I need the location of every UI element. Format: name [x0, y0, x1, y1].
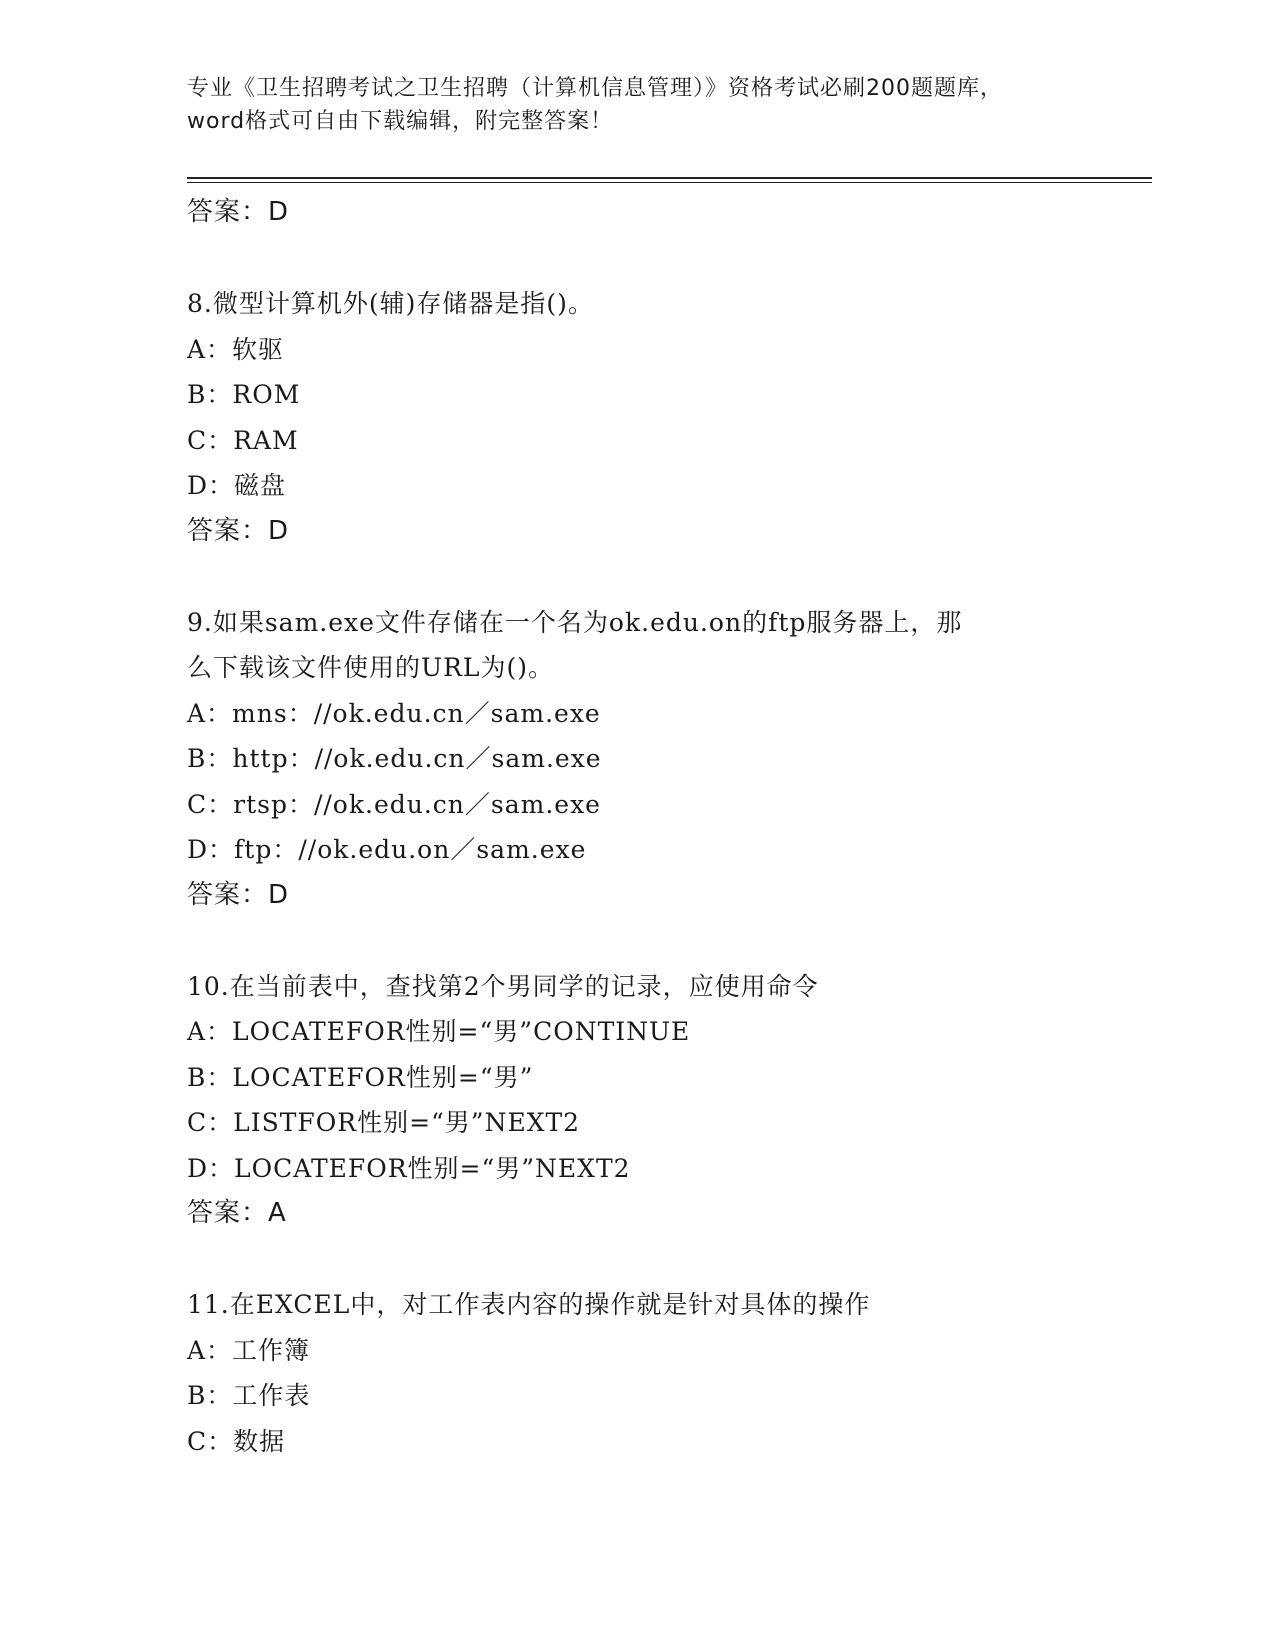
- question-8: [187, 281, 1147, 554]
- answer-previous: 答案：D: [187, 197, 290, 227]
- document-body: [187, 190, 1147, 1464]
- option-a: A：mns：//ok.edu.cn／sam.exe: [187, 698, 601, 728]
- option-a: A：LOCATEFOR性别=“男”CONTINUE: [187, 1017, 691, 1046]
- option-a: A：工作簿: [187, 1335, 311, 1365]
- question-stem-continued: 么下载该文件使用的URL为()。: [187, 653, 555, 682]
- option-c: C：数据: [187, 1426, 286, 1456]
- option-c: C：RAM: [187, 425, 299, 455]
- spacer: [187, 236, 1147, 282]
- answer: 答案：A: [187, 1198, 287, 1228]
- document-header: [187, 72, 1087, 138]
- option-d: D：ftp：//ok.edu.on／sam.exe: [187, 835, 587, 864]
- option-c: C：rtsp：//ok.edu.cn／sam.exe: [187, 789, 601, 819]
- option-d: D：LOCATEFOR性别=“男”NEXT2: [187, 1153, 631, 1183]
- answer: 答案：D: [187, 879, 290, 910]
- question-11: [187, 1282, 1147, 1464]
- question-stem: 9.如果sam.exe文件存储在一个名为ok.edu.on的ftp服务器上，那: [187, 607, 963, 637]
- option-b: B：ROM: [187, 380, 301, 409]
- spacer: [187, 1237, 1147, 1283]
- option-c: C：LISTFOR性别=“男”NEXT2: [187, 1108, 581, 1137]
- question-10: [187, 964, 1147, 1237]
- spacer: [187, 554, 1147, 600]
- answer: 答案：D: [187, 515, 290, 546]
- header-rule-thin: [187, 182, 1152, 183]
- question-stem: 8.微型计算机外(辅)存储器是指()。: [187, 289, 594, 318]
- option-b: B：LOCATEFOR性别=“男”: [187, 1062, 534, 1092]
- question-9: [187, 600, 1147, 919]
- option-d: D：磁盘: [187, 471, 287, 500]
- header-line-2: word格式可自由下载编辑，附完整答案！: [187, 109, 614, 134]
- question-stem: 11.在EXCEL中，对工作表内容的操作就是针对具体的操作: [187, 1290, 871, 1319]
- option-b: B：工作表: [187, 1381, 311, 1410]
- header-line-1: 专业《卫生招聘考试之卫生招聘（计算机信息管理）》资格考试必刷200题题库，: [187, 76, 1003, 101]
- header-rule-thick: [187, 177, 1152, 179]
- question-stem: 10.在当前表中，查找第2个男同学的记录，应使用命令: [187, 971, 819, 1001]
- option-a: A：软驱: [187, 334, 285, 364]
- option-b: B：http：//ok.edu.cn／sam.exe: [187, 744, 602, 773]
- spacer: [187, 918, 1147, 964]
